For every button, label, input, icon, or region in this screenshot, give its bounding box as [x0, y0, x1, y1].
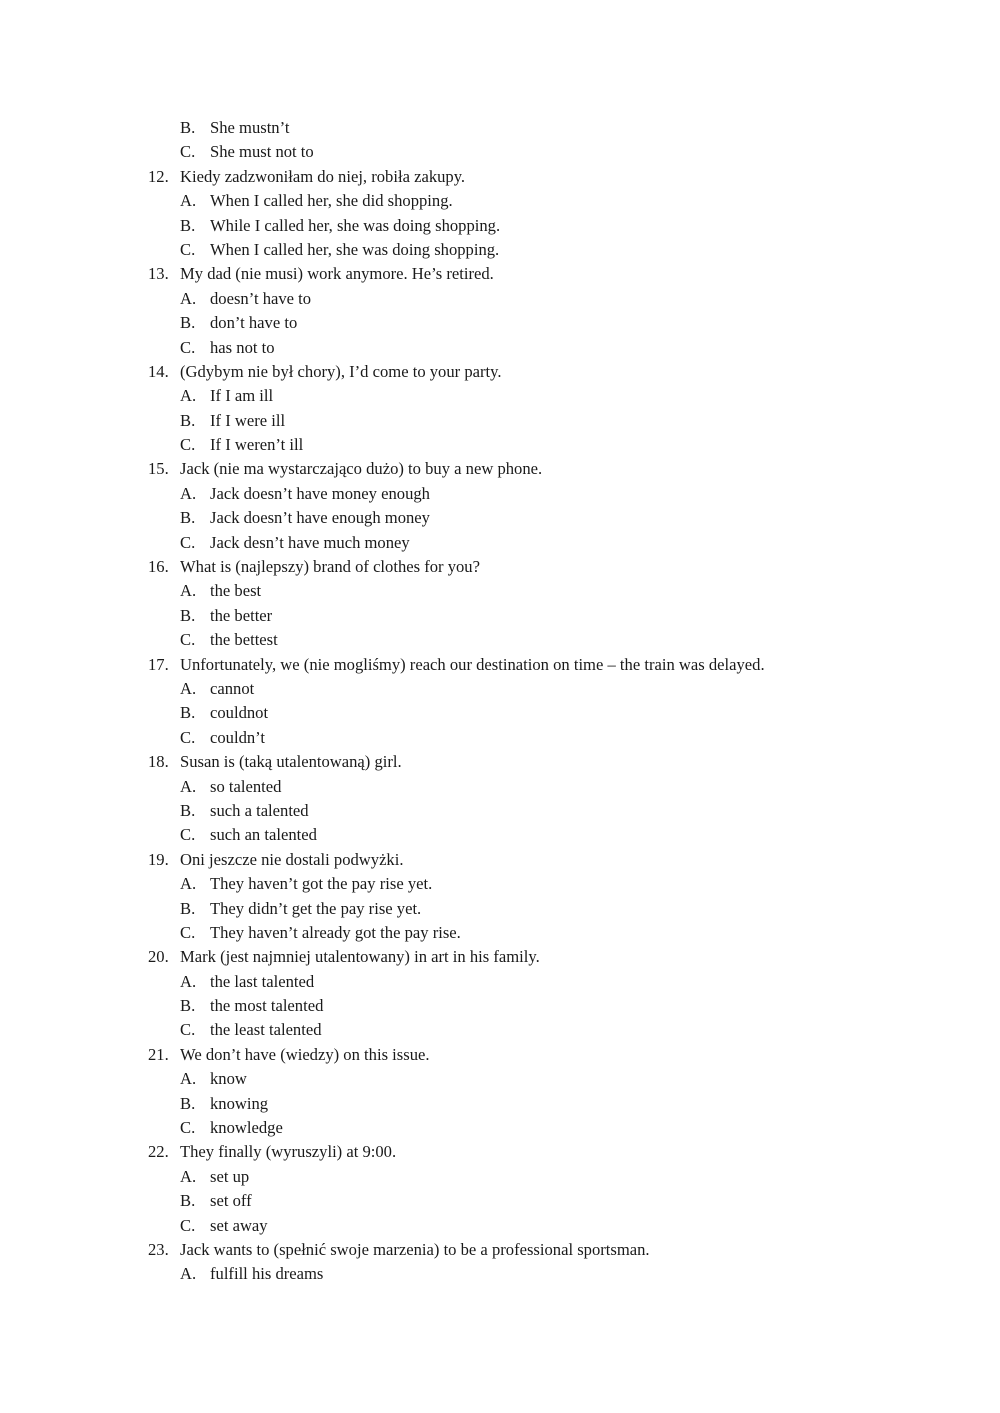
option-text: the bettest [210, 630, 278, 650]
option-text: the better [210, 605, 273, 625]
option-text: the least talented [210, 1020, 322, 1040]
option-text: has not to [210, 337, 275, 357]
option-letter: C. [180, 922, 196, 942]
option-letter: C. [180, 630, 196, 650]
question-item [0, 653, 1000, 677]
answer-option [0, 799, 1000, 823]
option-text: such an talented [210, 825, 317, 845]
option-text: Jack doesn’t have enough money [210, 508, 430, 528]
option-letter: C. [180, 239, 196, 259]
answer-option [0, 336, 1000, 360]
option-letter: B. [180, 605, 196, 625]
option-text: When I called her, she was doing shopping. [210, 239, 500, 259]
question-number: 22. [148, 1142, 169, 1162]
option-text: While I called her, she was doing shopping. [210, 215, 501, 235]
option-letter: A. [180, 874, 197, 894]
option-letter: C. [180, 337, 196, 357]
option-letter: A. [180, 1069, 197, 1089]
answer-option [0, 775, 1000, 799]
question-number: 15. [148, 459, 169, 479]
question-number: 13. [148, 264, 169, 284]
answer-option [0, 189, 1000, 213]
option-text: Jack desn’t have much money [210, 532, 410, 552]
option-text: couldnot [210, 703, 269, 723]
answer-option [0, 970, 1000, 994]
answer-option [0, 116, 1000, 140]
question-number: 12. [148, 166, 169, 186]
option-text: Jack doesn’t have money enough [210, 483, 430, 503]
option-text: knowing [210, 1093, 269, 1113]
option-letter: C. [180, 1118, 196, 1138]
answer-option [0, 1262, 1000, 1286]
question-number: 18. [148, 752, 169, 772]
option-text: so talented [210, 776, 282, 796]
option-text: If I am ill [210, 386, 274, 406]
answer-option [0, 238, 1000, 262]
option-text: knowledge [210, 1118, 283, 1138]
question-item [0, 848, 1000, 872]
answer-option [0, 384, 1000, 408]
option-letter: B. [180, 996, 196, 1016]
answer-option [0, 1067, 1000, 1091]
answer-option [0, 994, 1000, 1018]
option-letter: A. [180, 776, 197, 796]
option-letter: C. [180, 727, 196, 747]
question-text: Susan is (taką utalentowaną) girl. [180, 752, 402, 772]
option-text: If I were ill [210, 410, 286, 430]
option-letter: C. [180, 1215, 196, 1235]
answer-option [0, 823, 1000, 847]
question-item [0, 360, 1000, 384]
answer-option [0, 1189, 1000, 1213]
question-text: Jack wants to (spełnić swoje marzenia) to be a professional sportsman. [180, 1239, 650, 1259]
question-text: We don’t have (wiedzy) on this issue. [180, 1044, 430, 1064]
option-text: When I called her, she did shopping. [210, 191, 453, 211]
option-letter: A. [180, 971, 197, 991]
worksheet-page [0, 116, 1000, 1287]
option-letter: B. [180, 118, 196, 137]
question-number: 16. [148, 557, 169, 577]
answer-option [0, 214, 1000, 238]
option-letter: A. [180, 483, 197, 503]
answer-option [0, 311, 1000, 335]
option-letter: B. [180, 898, 196, 918]
option-text: They didn’t get the pay rise yet. [210, 898, 422, 918]
option-letter: A. [180, 581, 197, 601]
question-number: 14. [148, 361, 169, 381]
question-number: 17. [148, 654, 169, 674]
option-letter: A. [180, 386, 197, 406]
question-list [0, 116, 1000, 1287]
option-letter: C. [180, 142, 196, 162]
answer-option [0, 921, 1000, 945]
answer-option [0, 604, 1000, 628]
answer-option [0, 1018, 1000, 1042]
question-item [0, 945, 1000, 969]
question-number: 23. [148, 1239, 169, 1259]
option-text: such a talented [210, 800, 309, 820]
option-letter: B. [180, 800, 196, 820]
option-letter: C. [180, 435, 196, 455]
answer-option [0, 701, 1000, 725]
question-item [0, 1238, 1000, 1262]
answer-option [0, 579, 1000, 603]
option-letter: C. [180, 1020, 196, 1040]
question-number: 20. [148, 947, 169, 967]
question-item [0, 1140, 1000, 1164]
answer-option [0, 628, 1000, 652]
option-text: set up [210, 1166, 250, 1186]
question-text: (Gdybym nie był chory), I’d come to your party. [180, 361, 502, 381]
option-letter: C. [180, 825, 196, 845]
question-number: 19. [148, 849, 169, 869]
answer-option [0, 433, 1000, 457]
answer-option [0, 1092, 1000, 1116]
answer-option [0, 1165, 1000, 1189]
option-letter: B. [180, 703, 196, 723]
answer-option [0, 531, 1000, 555]
option-text: She mustn’t [210, 118, 290, 137]
option-text: set off [210, 1191, 252, 1211]
question-text: My dad (nie musi) work anymore. He’s retired. [180, 264, 494, 284]
answer-option [0, 287, 1000, 311]
option-text: couldn’t [210, 727, 265, 747]
option-text: the most talented [210, 996, 324, 1016]
question-item [0, 750, 1000, 774]
option-text: the last talented [210, 971, 315, 991]
option-letter: B. [180, 410, 196, 430]
question-item [0, 165, 1000, 189]
option-letter: C. [180, 532, 196, 552]
question-item [0, 457, 1000, 481]
question-text: They finally (wyruszyli) at 9:00. [180, 1142, 397, 1162]
option-text: They haven’t got the pay rise yet. [210, 874, 433, 894]
option-letter: B. [180, 1093, 196, 1113]
answer-option [0, 482, 1000, 506]
question-text: Mark (jest najmniej utalentowany) in art in his family. [180, 947, 540, 967]
option-letter: B. [180, 508, 196, 528]
option-letter: A. [180, 288, 197, 308]
answer-option [0, 872, 1000, 896]
option-text: don’t have to [210, 313, 298, 333]
question-text: Kiedy zadzwoniłam do niej, robiła zakupy. [180, 166, 466, 186]
option-text: the best [210, 581, 262, 601]
option-letter: B. [180, 1191, 196, 1211]
question-text: What is (najlepszy) brand of clothes for you? [180, 557, 480, 577]
question-item [0, 1043, 1000, 1067]
option-text: doesn’t have to [210, 288, 312, 308]
option-letter: B. [180, 313, 196, 333]
answer-option [0, 506, 1000, 530]
option-letter: A. [180, 191, 197, 211]
option-letter: A. [180, 1166, 197, 1186]
option-text: cannot [210, 678, 255, 698]
answer-option [0, 1116, 1000, 1140]
answer-option [0, 1214, 1000, 1238]
option-text: They haven’t already got the pay rise. [210, 922, 461, 942]
answer-option [0, 677, 1000, 701]
question-text: Oni jeszcze nie dostali podwyżki. [180, 849, 404, 869]
question-number: 21. [148, 1044, 169, 1064]
option-text: If I weren’t ill [210, 435, 304, 455]
question-text: Unfortunately, we (nie mogliśmy) reach our destination on time – the train was delayed. [180, 654, 765, 674]
option-text: set away [210, 1215, 268, 1235]
answer-option [0, 140, 1000, 164]
option-text: She must not to [210, 142, 314, 162]
answer-option [0, 726, 1000, 750]
question-item [0, 262, 1000, 286]
answer-option [0, 897, 1000, 921]
question-item [0, 555, 1000, 579]
option-letter: A. [180, 1264, 197, 1284]
option-letter: B. [180, 215, 196, 235]
option-text: know [210, 1069, 247, 1089]
option-letter: A. [180, 678, 197, 698]
question-text: Jack (nie ma wystarczająco dużo) to buy a new phone. [180, 459, 543, 479]
option-text: fulfill his dreams [210, 1264, 324, 1284]
answer-option [0, 409, 1000, 433]
